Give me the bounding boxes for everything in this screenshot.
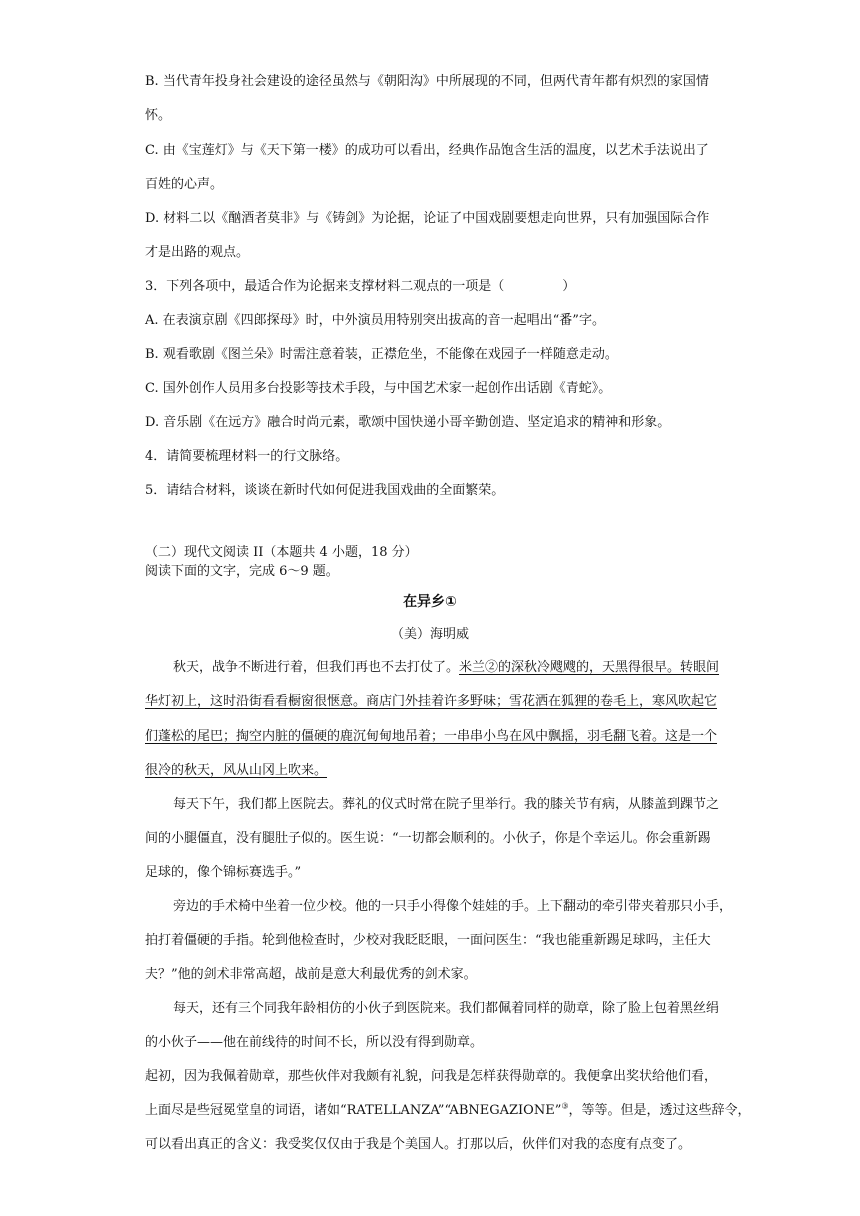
passage-p2-line2: 间的小腿僵直，没有腿肚子似的。医生说：“一切都会顺利的。小伙子，你是个幸运儿。你会重新踢 [145, 831, 711, 846]
passage-p5-line3: 可以看出真正的含义：我受奖仅仅由于我是个美国人。打那以后，伙伴们对我的态度有点变了。 [145, 1137, 692, 1152]
section-heading: （二）现代文阅读 II（本题共 4 小题，18 分） [145, 545, 418, 560]
passage-p5-line2-a: 上面尽是些冠冕堂皇的词语，诸如“RATELLANZA”“ABNEGAZIONE” [145, 1103, 562, 1118]
q2-option-b-line1: B. 当代青年投身社会建设的途径虽然与《朝阳沟》中所展现的不同，但两代青年都有炽烈的家国情 [145, 74, 709, 89]
passage-p1-line1 [173, 660, 719, 676]
q3-option-b: B. 观看歌剧《图兰朵》时需注意着装，正襟危坐，不能像在戏园子一样随意走动。 [145, 347, 618, 362]
q2-option-c-line2: 百姓的心声。 [145, 177, 224, 192]
question-3-stem-close: ） [562, 279, 576, 294]
q3-option-a: A. 在表演京剧《四郎探母》时，中外演员用特别突出拔高的音一起唱出“番”字。 [145, 313, 605, 328]
passage-p3-line2: 拍打着僵硬的手指。轮到他检查时，少校对我眨眨眼，一面问医生：“我也能重新踢足球吗，主任大 [145, 933, 711, 948]
q2-option-d-line1: D. 材料二以《酗酒者莫非》与《铸剑》为论据，论证了中国戏剧要想走向世界，只有加强国际合作 [145, 211, 710, 226]
passage-p1-line3: 们蓬松的尾巴；掏空内脏的僵硬的鹿沉甸甸地吊着；一串串小鸟在风中飘摇，羽毛翻飞着。这是一个 [145, 729, 718, 744]
passage-p5-line2-b: ，等等。但是，透过这些辞令， [568, 1103, 751, 1118]
passage-p2-line1: 每天下午，我们都上医院去。葬礼的仪式时常在院子里举行。我的膝关节有病，从膝盖到踝节之 [173, 797, 720, 812]
underlined-passage: 米兰②的深秋冷飕飕的，天黑得很早。转眼间 [459, 660, 720, 675]
q3-option-c: C. 国外创作人员用多台投影等技术手段，与中国艺术家一起创作出话剧《青蛇》。 [145, 381, 612, 396]
question-5: 5．请结合材料，谈谈在新时代如何促进我国戏曲的全面繁荣。 [145, 483, 505, 498]
footnote-marker: ③ [561, 1101, 569, 1111]
passage-p1-line4: 很冷的秋天，风从山冈上吹来。 [145, 763, 328, 778]
q3-option-d: D. 音乐剧《在远方》融合时尚元素，歌颂中国快递小哥辛勤创造、坚定追求的精神和形象。 [145, 415, 671, 430]
passage-p4-line2: 的小伙子——他在前线待的时间不长，所以没有得到勋章。 [145, 1035, 484, 1050]
passage-p5-line2 [145, 1103, 751, 1119]
passage-author: （美）海明威 [390, 627, 469, 642]
passage-p1-plain: 秋天，战争不断进行着，但我们再也不去打仗了。 [173, 660, 460, 675]
passage-p5-line1: 起初，因为我佩着勋章，那些伙伴对我颇有礼貌，问我是怎样获得勋章的。我便拿出奖状给他们看， [145, 1069, 718, 1084]
question-4: 4．请简要梳理材料一的行文脉络。 [145, 449, 349, 464]
passage-p4-line1: 每天，还有三个同我年龄相仿的小伙子到医院来。我们都佩着同样的勋章，除了脸上包着黑丝绢 [173, 1001, 720, 1016]
q2-option-d-line2: 才是出路的观点。 [145, 245, 250, 260]
passage-title: 在异乡① [403, 594, 457, 610]
passage-p1-line2: 华灯初上，这时沿街看看橱窗很惬意。商店门外挂着许多野味；雪花洒在狐狸的卷毛上，寒风吹起它 [145, 694, 718, 709]
question-3-stem-text: 3．下列各项中，最适合作为论据来支撑材料二观点的一项是（ [145, 279, 505, 294]
section-instruction: 阅读下面的文字，完成 6～9 题。 [145, 564, 339, 579]
passage-p3-line1: 旁边的手术椅中坐着一位少校。他的一只手小得像个娃娃的手。上下翻动的牵引带夹着那只小手， [173, 899, 733, 914]
question-3-stem [145, 279, 575, 295]
passage-p3-line3: 夫？”他的剑术非常高超，战前是意大利最优秀的剑术家。 [145, 967, 477, 982]
q2-option-c-line1: C. 由《宝莲灯》与《天下第一楼》的成功可以看出，经典作品饱含生活的温度，以艺术手法说出了 [145, 143, 709, 158]
passage-p2-line3: 足球的，像个锦标赛选手。” [145, 865, 302, 880]
q2-option-b-line2: 怀。 [145, 108, 172, 123]
